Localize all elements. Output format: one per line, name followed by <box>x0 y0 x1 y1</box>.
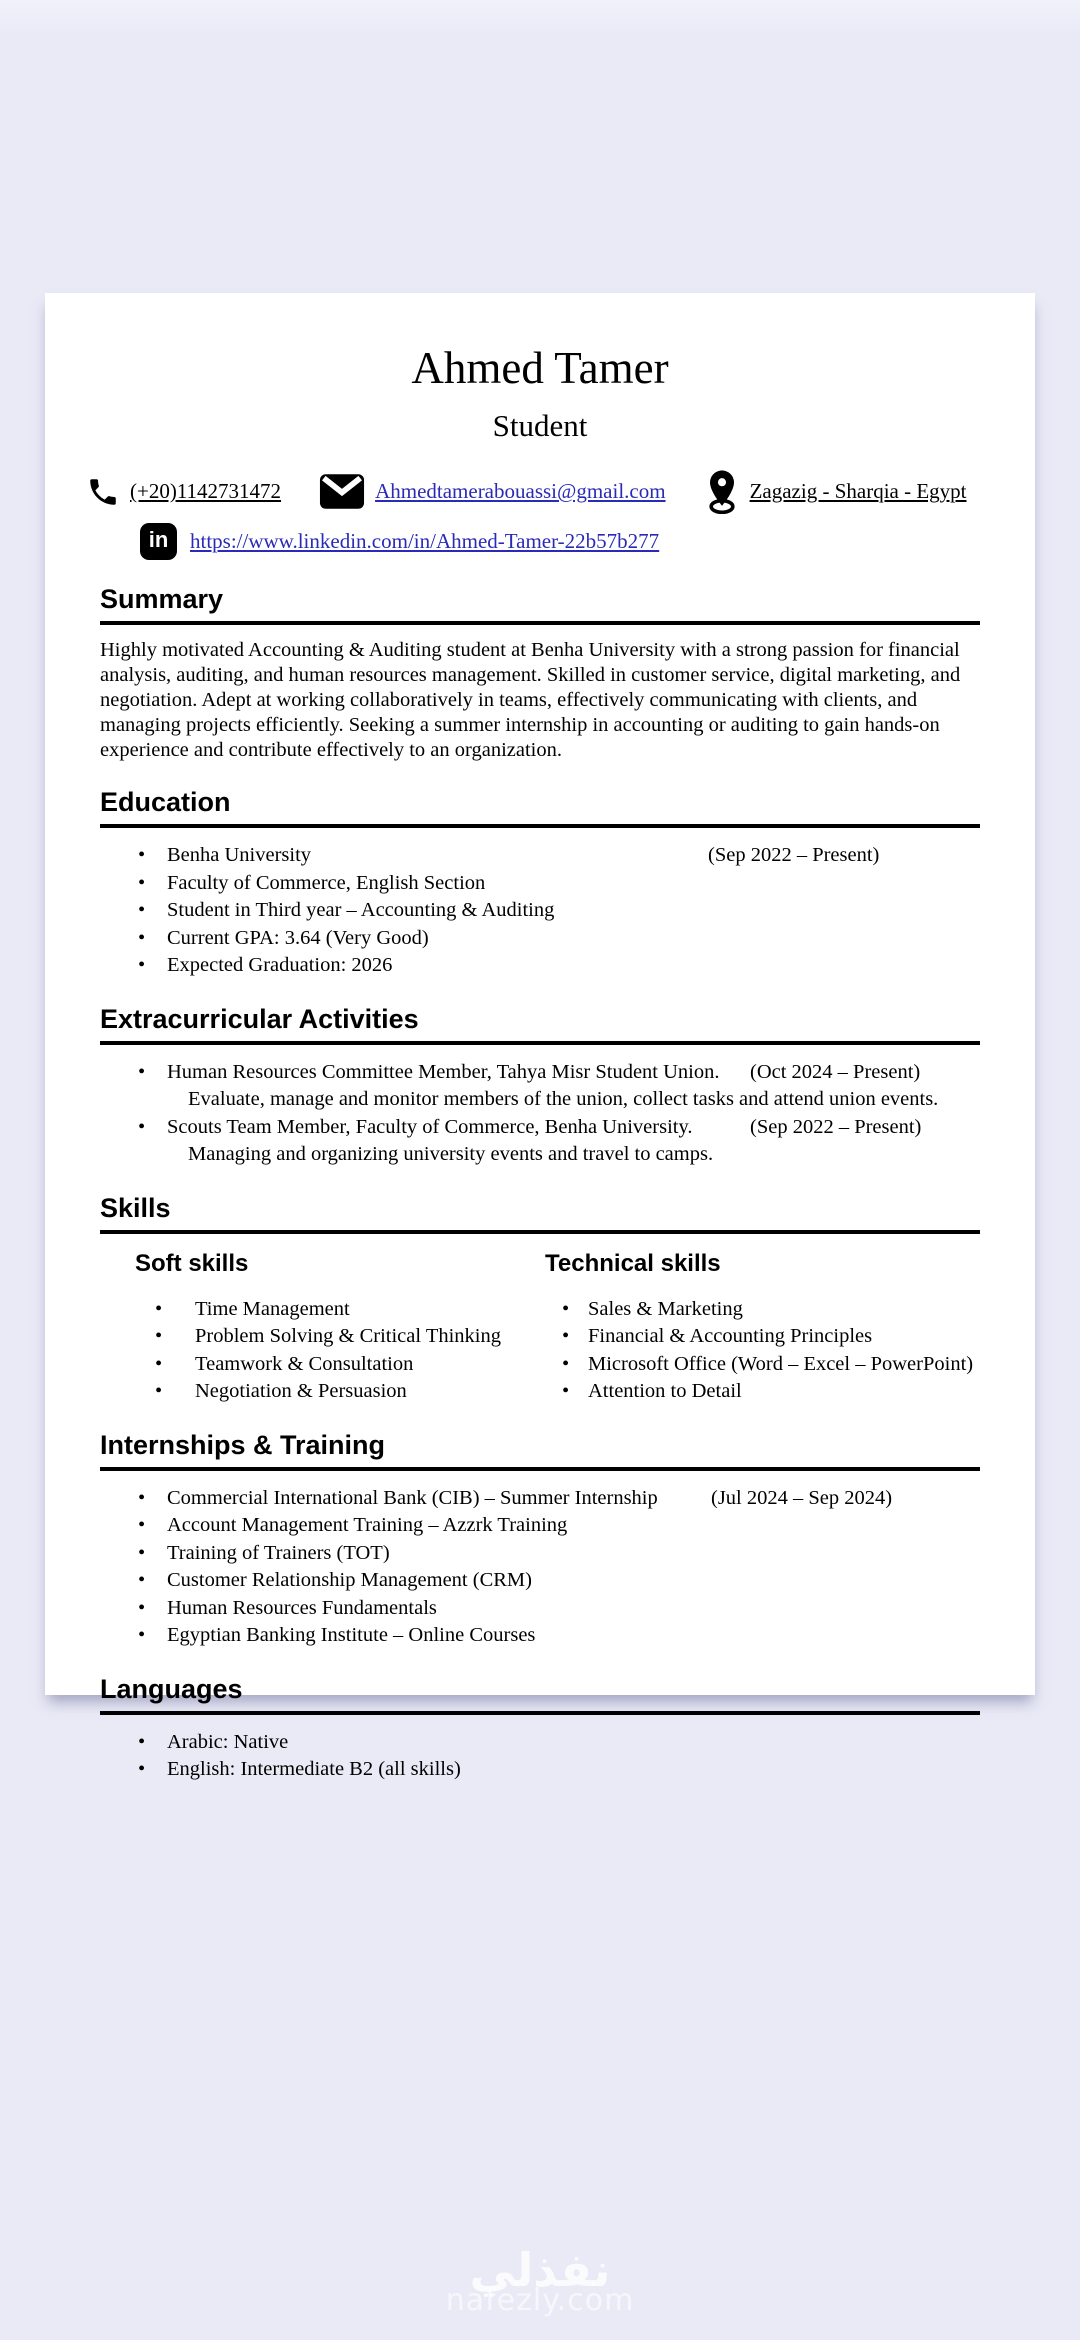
contact-location <box>704 469 967 514</box>
list-item: • Teamwork & Consultation <box>100 1351 545 1379</box>
languages-heading: Languages <box>100 1673 980 1715</box>
candidate-role: Student <box>492 408 588 443</box>
list-item: • Scouts Team Member, Faculty of Commerce, Benha University. (Sep 2022 – Present) <box>100 1114 980 1142</box>
list-item: • Benha University (Sep 2022 – Present) <box>100 842 980 870</box>
section-summary <box>100 583 980 763</box>
item-date: (Oct 2024 – Present) <box>750 1060 921 1083</box>
item-description: Evaluate, manage and monitor members of the union, collect tasks and attend union events. <box>188 1088 939 1110</box>
extracurricular-list <box>100 1059 980 1087</box>
item-date: (Jul 2024 – Sep 2024) <box>711 1486 893 1509</box>
list-item: • Faculty of Commerce, English Section <box>100 870 980 898</box>
phone-number-link[interactable]: (+20)1142731472 <box>130 479 282 503</box>
section-languages <box>100 1673 980 1784</box>
list-item: • Customer Relationship Management (CRM) <box>100 1567 980 1595</box>
candidate-name: Ahmed Tamer <box>411 343 669 393</box>
internships-heading: Internships & Training <box>100 1429 980 1471</box>
list-item: • Student in Third year – Accounting & Auditing <box>100 897 980 925</box>
contact-row-2 <box>140 523 980 560</box>
list-item: • Microsoft Office (Word – Excel – PowerPoint) <box>545 1351 980 1379</box>
soft-skills-heading: Soft skills <box>135 1249 249 1277</box>
extracurricular-heading: Extracurricular Activities <box>100 1003 980 1045</box>
languages-list <box>100 1729 980 1784</box>
list-item: • Expected Graduation: 2026 <box>100 952 980 980</box>
list-item: • Problem Solving & Critical Thinking <box>100 1323 545 1351</box>
list-item: • Commercial International Bank (CIB) – Summer Internship (Jul 2024 – Sep 2024) <box>100 1485 980 1513</box>
watermark <box>0 2243 1080 2318</box>
section-internships <box>100 1429 980 1650</box>
location-pin-icon <box>704 469 740 514</box>
extracurricular-list <box>100 1114 980 1142</box>
list-item: • Attention to Detail <box>545 1378 980 1406</box>
section-education <box>100 786 980 980</box>
item-date: (Sep 2022 – Present) <box>750 1115 922 1138</box>
watermark-domain-text: nafezly.com <box>445 2283 635 2318</box>
soft-skills-list <box>100 1296 545 1406</box>
linkedin-link[interactable]: https://www.linkedin.com/in/Ahmed-Tamer-22b57b277 <box>190 529 660 553</box>
education-list <box>100 842 980 980</box>
list-item: • Egyptian Banking Institute – Online Courses <box>100 1622 980 1650</box>
item-description: Managing and organizing university events and travel to camps. <box>188 1143 714 1165</box>
contact-phone <box>86 475 281 509</box>
summary-heading: Summary <box>100 583 980 625</box>
watermark-arabic-text: نفذلي <box>469 2243 611 2297</box>
screen-top-sheen <box>0 0 1080 36</box>
education-heading: Education <box>100 786 980 828</box>
list-item: • Financial & Accounting Principles <box>545 1323 980 1351</box>
contact-row-1 <box>86 469 980 514</box>
section-skills <box>100 1192 980 1406</box>
item-date: (Sep 2022 – Present) <box>708 844 880 866</box>
summary-text: Highly motivated Accounting & Auditing student at Benha University with a strong passion for financial analysis, auditing, and human resources management. Skilled in customer service, digital marketing, and negotiation. Adept at working collaboratively in teams, effectively communicating with clients, and managing projects efficiently. Seeking a summer internship in accounting or auditing to gain hands-on experience and contribute effectively to an organization. <box>100 639 961 761</box>
email-icon <box>319 473 365 510</box>
soft-skills-column <box>100 1250 545 1406</box>
email-link[interactable]: Ahmedtamerabouassi@gmail.com <box>375 479 666 503</box>
linkedin-icon: in <box>140 523 177 560</box>
resume-page <box>45 293 1035 1780</box>
contact-email <box>319 473 666 510</box>
list-item: • Training of Trainers (TOT) <box>100 1540 980 1568</box>
list-item: • Arabic: Native <box>100 1729 980 1757</box>
phone-icon <box>86 475 120 509</box>
list-item: • Negotiation & Persuasion <box>100 1378 545 1406</box>
list-item: • Account Management Training – Azzrk Training <box>100 1512 980 1540</box>
list-item: • Current GPA: 3.64 (Very Good) <box>100 925 980 953</box>
technical-skills-heading: Technical skills <box>545 1249 721 1277</box>
list-item: • Human Resources Fundamentals <box>100 1595 980 1623</box>
skills-columns <box>100 1250 980 1406</box>
list-item: • Time Management <box>100 1296 545 1324</box>
list-item: • English: Intermediate B2 (all skills) <box>100 1756 980 1784</box>
section-extracurricular <box>100 1003 980 1169</box>
internships-list <box>100 1485 980 1650</box>
skills-heading: Skills <box>100 1192 980 1234</box>
technical-skills-column <box>545 1250 980 1406</box>
list-item: • Human Resources Committee Member, Tahya Misr Student Union. (Oct 2024 – Present) <box>100 1059 980 1087</box>
location-link[interactable]: Zagazig - Sharqia - Egypt <box>749 479 967 503</box>
technical-skills-list <box>545 1296 980 1406</box>
list-item: • Sales & Marketing <box>545 1296 980 1324</box>
